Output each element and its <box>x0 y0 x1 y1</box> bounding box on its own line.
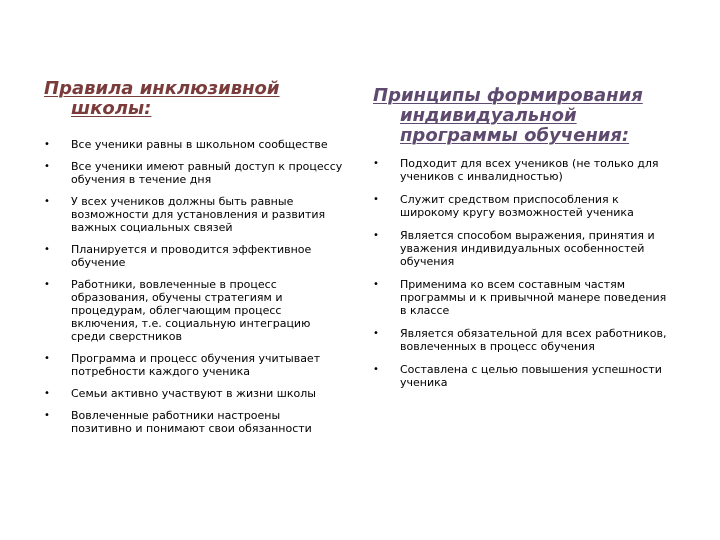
list-item-text: Программа и процесс обучения учитывает потребности каждого ученика <box>71 352 321 378</box>
bullet-icon: • <box>44 410 50 421</box>
inclusive-school-rules-heading <box>44 79 280 119</box>
heading-line: Правила инклюзивной <box>44 78 280 99</box>
bullet-icon: • <box>44 161 50 172</box>
list-item <box>44 138 344 151</box>
bullet-icon: • <box>44 279 50 290</box>
bullet-icon: • <box>373 328 379 339</box>
list-item-text: Вовлеченные работники настроены позитивно и понимают свои обязанности <box>71 409 312 435</box>
list-item-text: Работники, вовлеченные в процесс образования, обучены стратегиям и процедурам, облегчающим процесс включения, т.е. социальную интеграцию среди сверстников <box>71 278 311 343</box>
list-item-text: Является способом выражения, принятия и уважения индивидуальных особенностей обучения <box>400 229 655 268</box>
list-item <box>44 352 344 378</box>
list-item-text: Является обязательной для всех работников, вовлеченных в процесс обучения <box>400 327 667 353</box>
individual-program-principles-heading <box>373 86 643 146</box>
list-item-text: Применима ко всем составным частям программы и к привычной манере поведения в классе <box>400 278 667 317</box>
inclusive-school-rules-list <box>44 138 344 444</box>
list-item <box>44 278 344 343</box>
list-item <box>373 193 673 219</box>
bullet-icon: • <box>44 244 50 255</box>
bullet-icon: • <box>44 139 50 150</box>
list-item <box>44 243 344 269</box>
bullet-icon: • <box>44 388 50 399</box>
bullet-icon: • <box>373 230 379 241</box>
list-item-text: Планируется и проводится эффективное обучение <box>71 243 312 269</box>
list-item <box>373 327 673 353</box>
list-item-text: Составлена с целью повышения успешности ученика <box>400 363 662 389</box>
list-item <box>44 195 344 234</box>
heading-line: программы обучения: <box>400 125 630 146</box>
bullet-icon: • <box>44 353 50 364</box>
list-item <box>373 278 673 317</box>
list-item-text: У всех учеников должны быть равные возможности для установления и развития важных социальных связей <box>71 195 326 234</box>
bullet-icon: • <box>373 194 379 205</box>
heading-line: Принципы формирования <box>373 85 643 106</box>
list-item-text: Семьи активно участвуют в жизни школы <box>71 387 316 400</box>
list-item <box>373 229 673 268</box>
list-item-text: Служит средством приспособления к широкому кругу возможностей ученика <box>400 193 634 219</box>
list-item <box>44 387 344 400</box>
heading-line: школы: <box>71 98 152 119</box>
bullet-icon: • <box>44 196 50 207</box>
list-item-text: Все ученики равны в школьном сообществе <box>71 138 328 151</box>
list-item-text: Подходит для всех учеников (не только для учеников с инвалидностью) <box>400 157 659 183</box>
list-item <box>373 363 673 389</box>
heading-line: индивидуальной <box>400 105 577 126</box>
bullet-icon: • <box>373 364 379 375</box>
list-item <box>44 160 344 186</box>
list-item <box>44 409 344 435</box>
list-item-text: Все ученики имеют равный доступ к процессу обучения в течение дня <box>71 160 343 186</box>
list-item <box>373 157 673 183</box>
individual-program-principles-list <box>373 157 673 399</box>
bullet-icon: • <box>373 158 379 169</box>
bullet-icon: • <box>373 279 379 290</box>
